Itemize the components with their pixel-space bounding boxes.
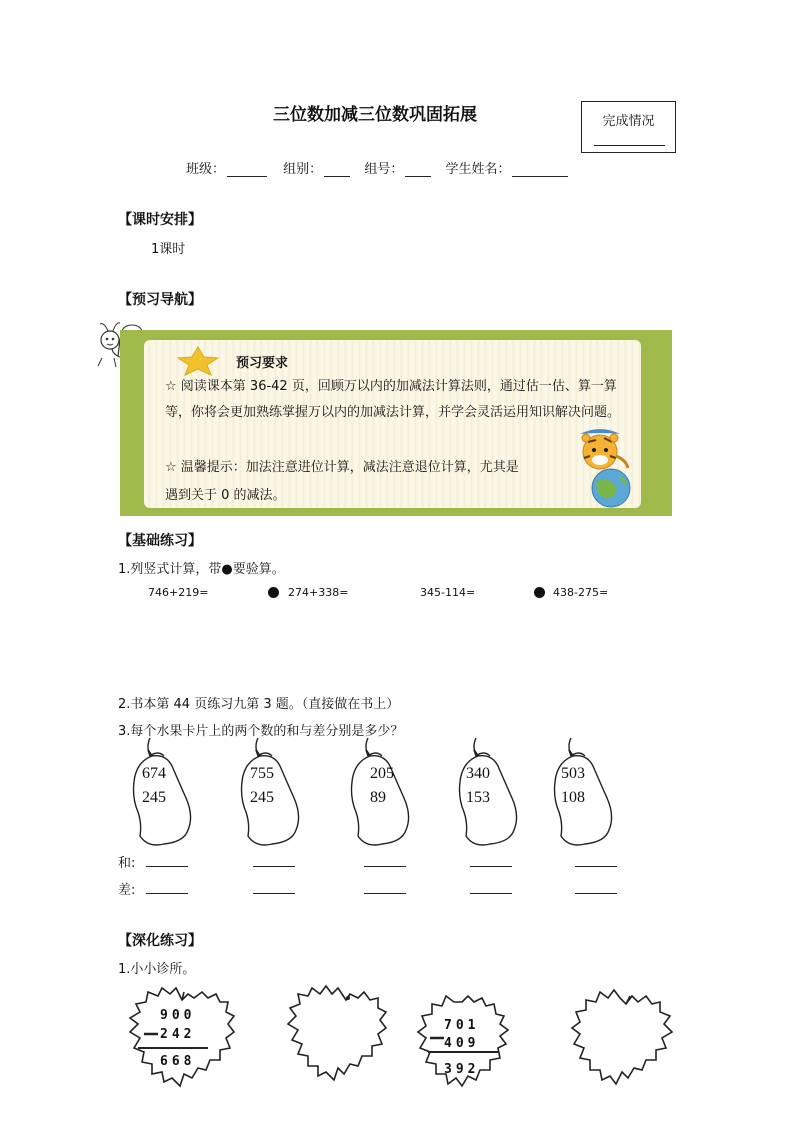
calc-3: 345-114= [420,586,476,599]
verify-dot-icon [268,587,279,598]
student-info-row [186,158,574,177]
leaf-subtrahend: 242 [160,1027,196,1042]
number-blank[interactable] [405,162,431,177]
leaf-card [122,982,240,1094]
sum-answer-blank[interactable] [146,866,188,867]
leaf-card [566,982,678,1094]
fruit-bottom-number: 245 [142,789,166,806]
fruit-bottom-number: 245 [250,789,274,806]
group-blank[interactable] [324,162,350,177]
diff-answer-blank[interactable] [575,893,617,894]
preview-para2-line2: 遇到关于 0 的减法。 [165,488,286,503]
basic-q2: 2.书本第 44 页练习九第 3 题。（直接做在书上） [118,697,400,712]
verify-dot-icon [534,587,545,598]
fruit-bottom-number: 153 [466,789,490,806]
fruit-top-number: 205 [370,765,394,782]
completion-status-line [594,145,665,146]
preview-box-title: 预习要求 [236,356,289,371]
diff-label: 差: [118,883,136,898]
fruit-top-number: 755 [250,765,274,782]
class-label: 班级： [186,162,226,177]
fruit-bottom-number: 108 [561,789,585,806]
star-icon [170,346,226,376]
class-blank[interactable] [227,162,267,177]
sum-answer-blank[interactable] [575,866,617,867]
sum-answer-blank[interactable] [470,866,512,867]
page-title: 三位数加减三位数巩固拓展 [273,105,477,125]
fruit-top-number: 340 [466,765,490,782]
advanced-q1: 1.小小诊所。 [118,962,196,977]
completion-status-label: 完成情况 [602,114,655,129]
fruit-top-number: 674 [142,765,166,782]
leaf-card [414,990,514,1094]
schedule-heading: 【课时安排】 [118,212,202,228]
fruit-bottom-number: 89 [370,789,386,806]
fruit-card [549,738,619,850]
name-label: 学生姓名： [445,162,511,177]
schedule-text: 1课时 [151,242,186,257]
leaf-icon [566,982,678,1094]
fruit-top-number: 503 [561,765,585,782]
leaf-subtrahend: 409 [444,1036,480,1051]
calc-2: 274+338= [288,586,349,599]
preview-para1: ☆ 阅读课本第 36-42 页，回顾万以内的加减法计算法则，通过估一估、算一算等，你将会更加熟练掌握万以内的加减法计算，并学会灵活运用知识解决问题。 [165,379,621,420]
diff-answer-blank[interactable] [253,893,295,894]
fruit-card [346,738,416,850]
basic-q3: 3.每个水果卡片上的两个数的和与差分别是多少？ [118,724,404,739]
leaf-minuend: 701 [444,1018,480,1033]
calc-1: 746+219= [148,586,209,599]
preview-para2-line1: ☆ 温馨提示：加法注意进位计算，减法注意退位计算，尤其是 [165,460,519,475]
diff-answer-blank[interactable] [364,893,406,894]
calc-4: 438-275= [553,586,609,599]
leaf-minuend: 900 [160,1008,196,1023]
diff-answer-blank[interactable] [146,893,188,894]
name-blank[interactable] [512,162,568,177]
leaf-result: 668 [160,1054,196,1069]
basic-q1: 1.列竖式计算，带●要验算。 [118,562,285,577]
group-label: 组别： [283,162,323,177]
leaf-card [282,982,392,1094]
sum-label: 和: [118,856,136,871]
number-label: 组号： [364,162,404,177]
fruit-card [128,738,198,850]
leaf-icon [282,982,392,1094]
tiger-globe-icon [566,426,648,508]
sum-answer-blank[interactable] [253,866,295,867]
basic-heading: 【基础练习】 [118,533,202,549]
diff-answer-blank[interactable] [470,893,512,894]
advanced-heading: 【深化练习】 [118,933,202,949]
preview-heading: 【预习导航】 [118,292,202,308]
completion-status-box [581,101,676,153]
fruit-card [454,738,524,850]
leaf-result: 392 [444,1062,480,1077]
sum-answer-blank[interactable] [364,866,406,867]
fruit-card [236,738,306,850]
